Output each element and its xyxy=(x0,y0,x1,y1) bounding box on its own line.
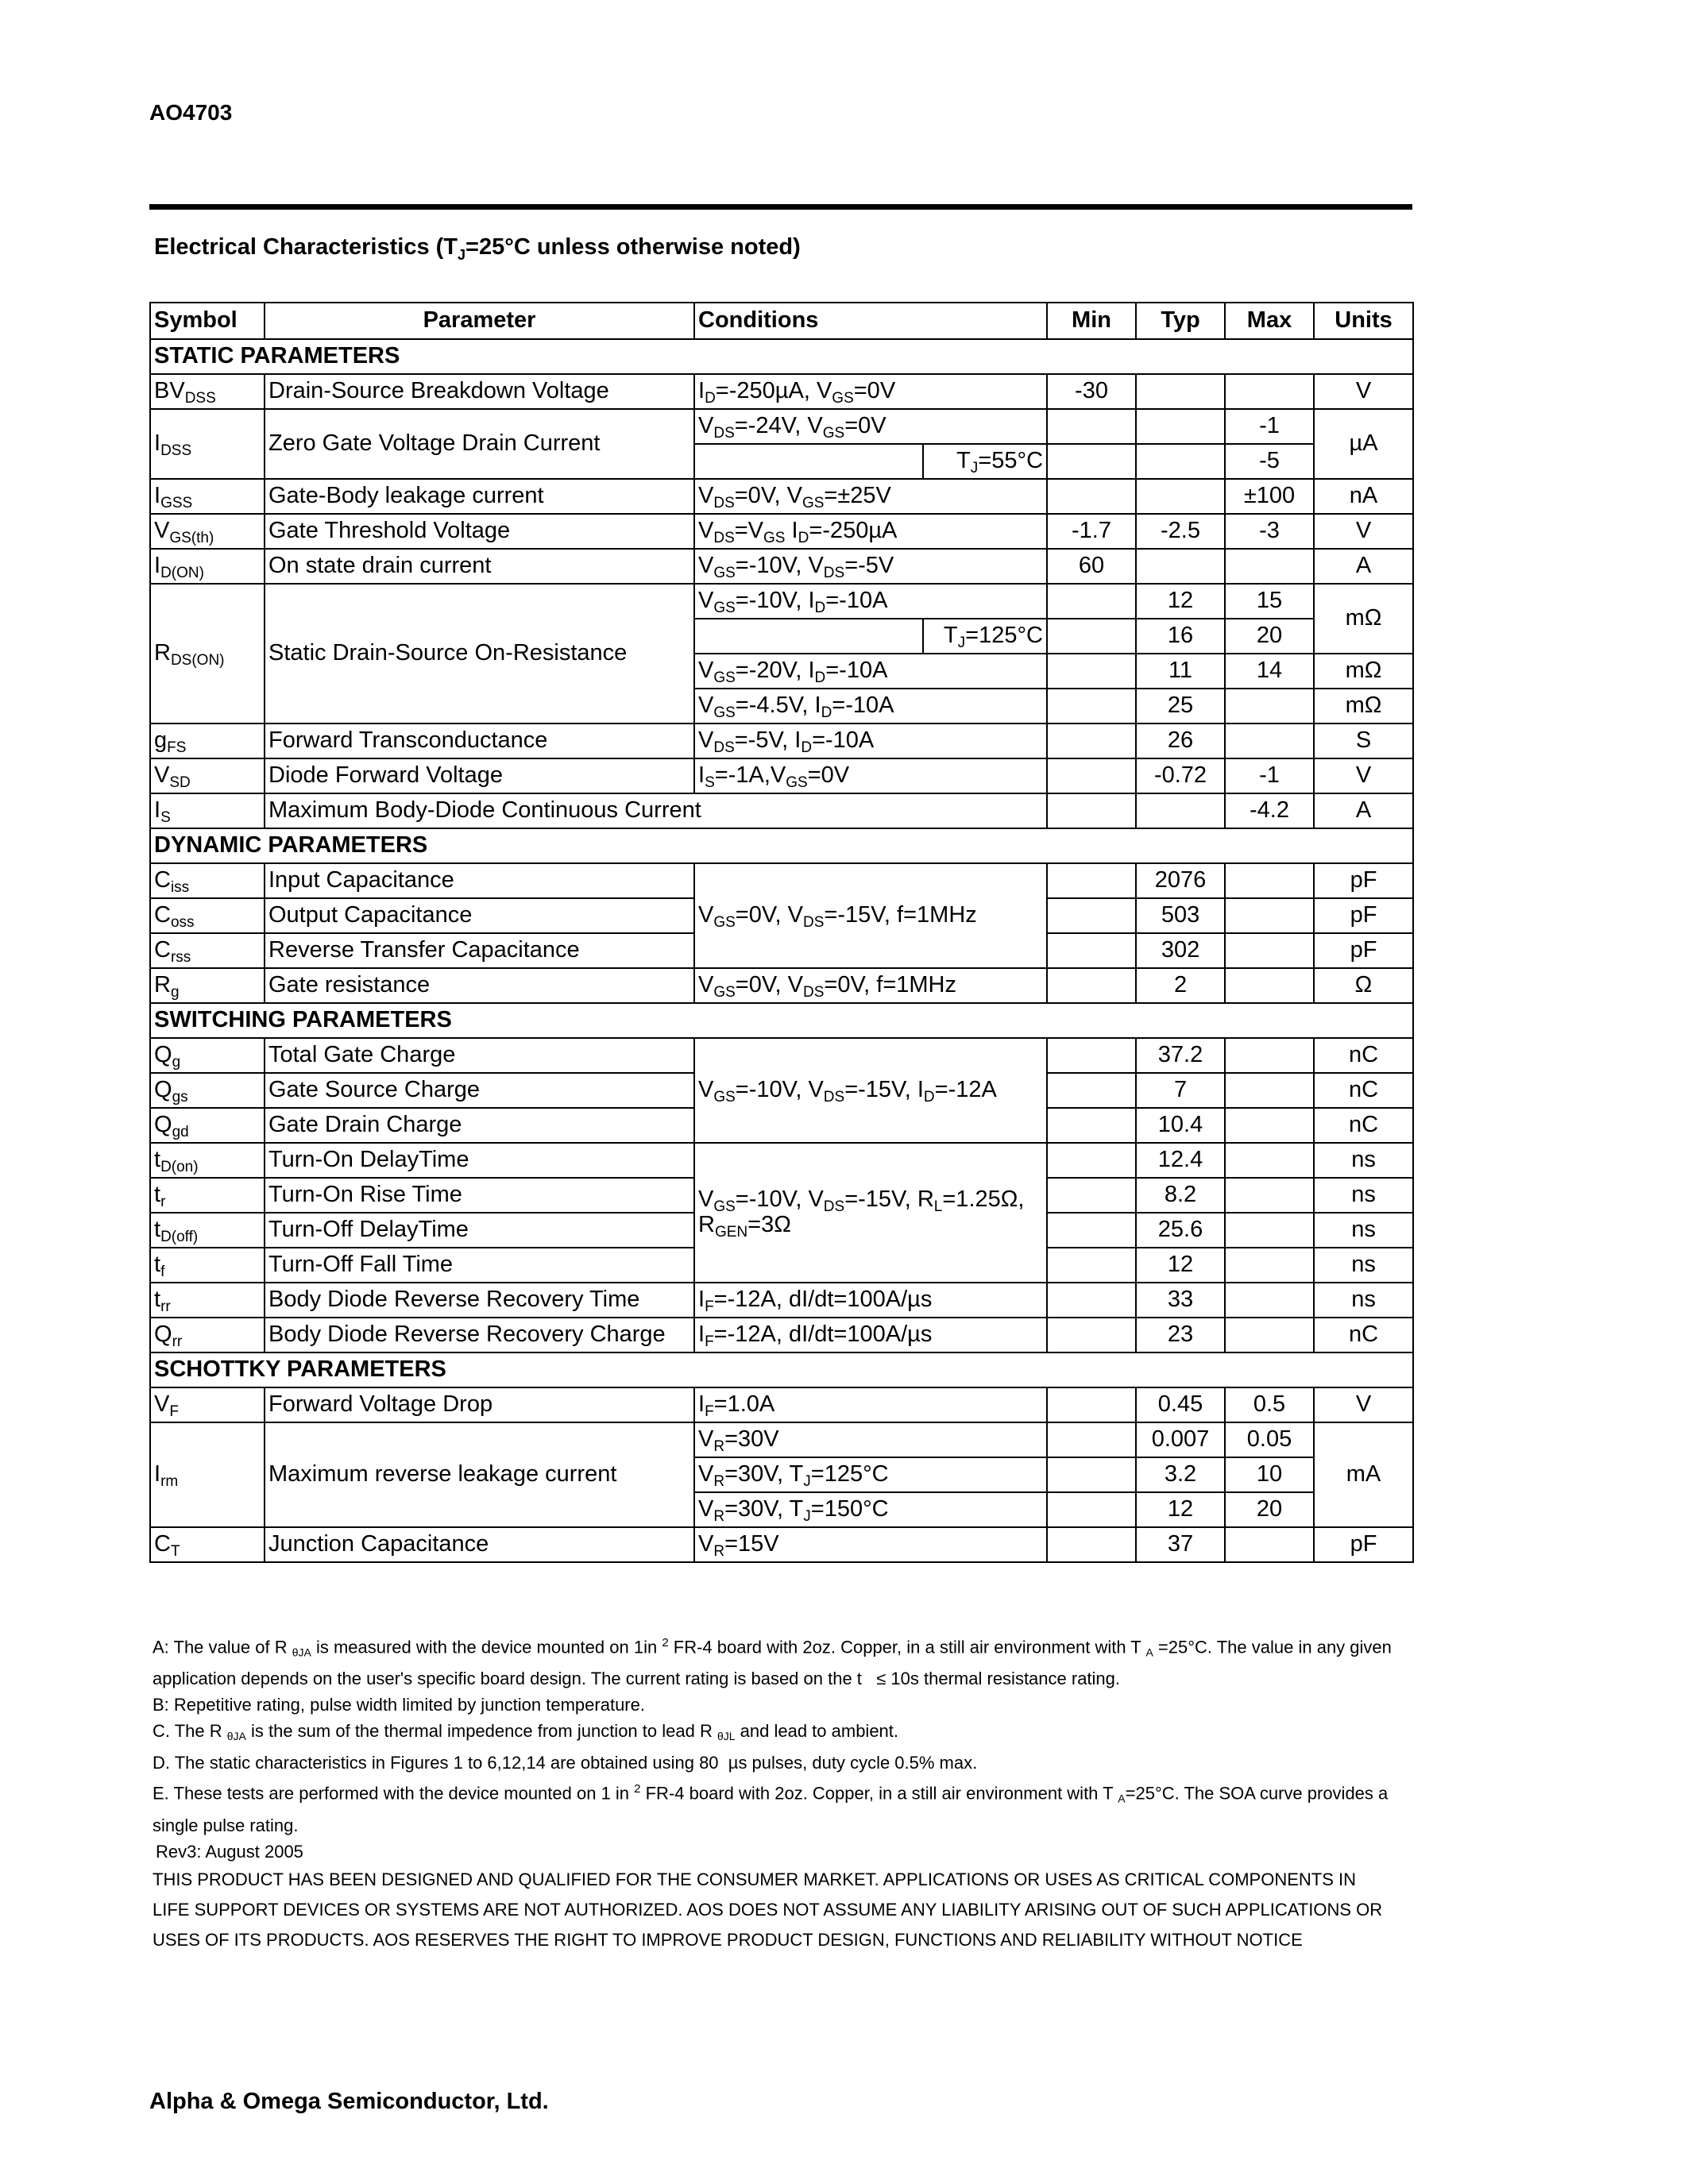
header-parameter: Parameter xyxy=(265,303,694,339)
max-cell xyxy=(1225,1283,1314,1318)
units-cell: mΩ xyxy=(1314,584,1413,654)
conditions-cell: $V_{DS}=V_{GS}$ $I_D=-250\mu A$ xyxy=(694,514,1047,549)
units-cell: nC xyxy=(1314,1108,1413,1143)
units-cell: A xyxy=(1314,549,1413,584)
max-cell xyxy=(1225,863,1314,898)
min-cell xyxy=(1047,1283,1136,1318)
max-cell: 15 xyxy=(1225,584,1314,619)
max-cell: -3 xyxy=(1225,514,1314,549)
max-cell xyxy=(1225,1038,1314,1073)
conditions-cell: $V_{DS}=-5V$, $I_D=-10A$ xyxy=(694,723,1047,758)
min-cell: 60 xyxy=(1047,549,1136,584)
units-cell: ns xyxy=(1314,1283,1413,1318)
max-cell xyxy=(1225,723,1314,758)
min-cell: -1.7 xyxy=(1047,514,1136,549)
conditions-cell: $V_{GS}=-20V$, $I_D=-10A$ xyxy=(694,654,1047,689)
conditions-cell: $I_F=1.0A$ xyxy=(694,1387,1047,1422)
parameter-cell: Turn-On DelayTime xyxy=(265,1143,694,1178)
max-cell xyxy=(1225,1527,1314,1562)
units-cell: pF xyxy=(1314,1527,1413,1562)
symbol-cell: $V_{SD}$ xyxy=(150,758,265,793)
min-cell xyxy=(1047,793,1136,828)
min-cell xyxy=(1047,863,1136,898)
units-cell: ns xyxy=(1314,1248,1413,1283)
parameter-cell: Gate-Body leakage current xyxy=(265,479,694,514)
conditions-cell: $V_{GS}=-10V$, $V_{DS}=-15V$, $I_D=-12A$ xyxy=(694,1038,1047,1143)
min-cell xyxy=(1047,479,1136,514)
typ-cell xyxy=(1136,549,1225,584)
parameter-cell: Gate Drain Charge xyxy=(265,1108,694,1143)
typ-cell: 12.4 xyxy=(1136,1143,1225,1178)
units-cell: V xyxy=(1314,758,1413,793)
section-schottky: SCHOTTKY PARAMETERS xyxy=(150,1352,1413,1387)
parameter-cell: Forward Voltage Drop xyxy=(265,1387,694,1422)
min-cell xyxy=(1047,1143,1136,1178)
min-cell xyxy=(1047,1422,1136,1457)
min-cell xyxy=(1047,933,1136,968)
typ-cell xyxy=(1136,793,1225,828)
typ-cell: 37.2 xyxy=(1136,1038,1225,1073)
revision: Rev3: August 2005 xyxy=(156,1841,303,1862)
typ-cell: 11 xyxy=(1136,654,1225,689)
header-max: Max xyxy=(1225,303,1314,339)
table-row xyxy=(150,1387,1413,1422)
max-cell: 0.05 xyxy=(1225,1422,1314,1457)
company-name: Alpha & Omega Semiconductor, Ltd. xyxy=(149,2089,549,2114)
footnotes xyxy=(153,1630,1392,1955)
max-cell: 20 xyxy=(1225,619,1314,654)
parameter-cell: Reverse Transfer Capacitance xyxy=(265,933,694,968)
parameter-cell: Turn-Off Fall Time xyxy=(265,1248,694,1283)
conditions-cell: $V_{GS}=-10V$, $V_{DS}=-5V$ xyxy=(694,549,1047,584)
min-cell xyxy=(1047,1527,1136,1562)
symbol-cell: $BV_{DSS}$ xyxy=(150,374,265,409)
conditions-cell: $V_R=30V$, $T_J=150^\circ C$ xyxy=(694,1492,1047,1527)
conditions-cell: $I_F=-12A$, dI/dt=100A/µs xyxy=(694,1283,1047,1318)
symbol-cell: $R_g$ xyxy=(150,968,265,1003)
max-cell: 10 xyxy=(1225,1457,1314,1492)
min-cell xyxy=(1047,1457,1136,1492)
typ-cell xyxy=(1136,479,1225,514)
parameter-cell: Diode Forward Voltage xyxy=(265,758,694,793)
units-cell: nA xyxy=(1314,479,1413,514)
typ-cell: 12 xyxy=(1136,1492,1225,1527)
table-row xyxy=(150,479,1413,514)
part-number: AO4703 xyxy=(149,100,233,125)
table-row xyxy=(150,968,1413,1003)
units-cell: mΩ xyxy=(1314,654,1413,689)
table-row xyxy=(150,1422,1413,1457)
units-cell: S xyxy=(1314,723,1413,758)
units-cell: V xyxy=(1314,1387,1413,1422)
symbol-cell: $t_r$ xyxy=(150,1178,265,1213)
table-row xyxy=(150,863,1413,898)
symbol-cell: $C_T$ xyxy=(150,1527,265,1562)
symbol-cell: $I_S$ xyxy=(150,793,265,828)
symbol-cell: $I_{GSS}$ xyxy=(150,479,265,514)
header-conditions: Conditions xyxy=(694,303,1047,339)
typ-cell: 26 xyxy=(1136,723,1225,758)
symbol-cell: $g_{FS}$ xyxy=(150,723,265,758)
symbol-cell: $t_{D(off)}$ xyxy=(150,1213,265,1248)
symbol-cell: $I_{DSS}$ xyxy=(150,409,265,479)
max-cell xyxy=(1225,374,1314,409)
symbol-cell: $Q_{rr}$ xyxy=(150,1318,265,1352)
symbol-cell: $Q_g$ xyxy=(150,1038,265,1073)
units-cell: A xyxy=(1314,793,1413,828)
symbol-cell: $t_{rr}$ xyxy=(150,1283,265,1318)
max-cell: -1 xyxy=(1225,758,1314,793)
table-row xyxy=(150,374,1413,409)
conditions-cell xyxy=(694,619,923,654)
min-cell xyxy=(1047,1108,1136,1143)
typ-cell: 10.4 xyxy=(1136,1108,1225,1143)
symbol-cell: $Q_{gs}$ xyxy=(150,1073,265,1108)
max-cell: 20 xyxy=(1225,1492,1314,1527)
units-cell: V xyxy=(1314,374,1413,409)
min-cell xyxy=(1047,1492,1136,1527)
parameter-cell: Gate Source Charge xyxy=(265,1073,694,1108)
max-cell xyxy=(1225,1143,1314,1178)
parameter-cell: Turn-On Rise Time xyxy=(265,1178,694,1213)
units-cell: nC xyxy=(1314,1038,1413,1073)
disclaimer: THIS PRODUCT HAS BEEN DESIGNED AND QUALIFIED FOR THE CONSUMER MARKET. APPLICATIONS OR USES AS CRITICAL COMPONENTS IN LIFE SUPPORT DEVICES OR SYSTEMS ARE NOT AUTHORIZED. AOS DOES NOT ASSUME ANY LIABILITY ARISING OUT OF SUCH APPLICATIONS OR USES OF ITS PRODUCTS. AOS RESERVES THE RIGHT TO IMPROVE PRODUCT DESIGN, FUNCTIONS AND RELIABILITY WITHOUT NOTICE xyxy=(153,1869,1383,1950)
units-cell: pF xyxy=(1314,898,1413,933)
typ-cell: 2 xyxy=(1136,968,1225,1003)
electrical-characteristics-table xyxy=(149,302,1414,1563)
min-cell xyxy=(1047,1213,1136,1248)
min-cell xyxy=(1047,1073,1136,1108)
typ-cell: 25.6 xyxy=(1136,1213,1225,1248)
table-row xyxy=(150,1038,1413,1073)
parameter-cell: Total Gate Charge xyxy=(265,1038,694,1073)
min-cell: -30 xyxy=(1047,374,1136,409)
conditions-cell: $V_R=15V$ xyxy=(694,1527,1047,1562)
typ-cell xyxy=(1136,444,1225,479)
header-symbol: Symbol xyxy=(150,303,265,339)
symbol-cell: $t_{D(on)}$ xyxy=(150,1143,265,1178)
min-cell xyxy=(1047,1248,1136,1283)
typ-cell: 0.45 xyxy=(1136,1387,1225,1422)
min-cell xyxy=(1047,409,1136,444)
max-cell xyxy=(1225,1318,1314,1352)
max-cell xyxy=(1225,933,1314,968)
header-min: Min xyxy=(1047,303,1136,339)
conditions-cell: $V_{GS}=0V$, $V_{DS}=-15V$, f=1MHz xyxy=(694,863,1047,968)
typ-cell: -2.5 xyxy=(1136,514,1225,549)
typ-cell: 503 xyxy=(1136,898,1225,933)
max-cell xyxy=(1225,1108,1314,1143)
header-rule xyxy=(149,204,1412,210)
units-cell: pF xyxy=(1314,933,1413,968)
units-cell: ns xyxy=(1314,1213,1413,1248)
header-units: Units xyxy=(1314,303,1413,339)
conditions-cell: $V_{GS}=-10V$, $V_{DS}=-15V$, $R_L=1.25\Omega$, $R_{GEN}=3\Omega$ xyxy=(694,1143,1047,1283)
symbol-cell: $C_{iss}$ xyxy=(150,863,265,898)
conditions-cell: $T_J=55^\circ C$ xyxy=(923,444,1047,479)
max-cell xyxy=(1225,1213,1314,1248)
conditions-cell: $V_{DS}=0V$, $V_{GS}=\pm 25V$ xyxy=(694,479,1047,514)
units-cell: ns xyxy=(1314,1178,1413,1213)
table-row xyxy=(150,723,1413,758)
parameter-cell: Gate resistance xyxy=(265,968,694,1003)
min-cell xyxy=(1047,1318,1136,1352)
table-row xyxy=(150,549,1413,584)
table-row xyxy=(150,1318,1413,1352)
conditions-cell xyxy=(694,444,923,479)
conditions-cell: $V_R=30V$, $T_J=125^\circ C$ xyxy=(694,1457,1047,1492)
parameter-cell: Drain-Source Breakdown Voltage xyxy=(265,374,694,409)
min-cell xyxy=(1047,898,1136,933)
symbol-cell: $Q_{gd}$ xyxy=(150,1108,265,1143)
typ-cell: 16 xyxy=(1136,619,1225,654)
table-row xyxy=(150,1143,1413,1178)
section-row xyxy=(150,1352,1413,1387)
table-row xyxy=(150,584,1413,619)
typ-cell xyxy=(1136,409,1225,444)
parameter-cell: On state drain current xyxy=(265,549,694,584)
conditions-cell: $V_{GS}=-10V$, $I_D=-10A$ xyxy=(694,584,1047,619)
typ-cell: -0.72 xyxy=(1136,758,1225,793)
conditions-cell: $I_S=-1A,V_{GS}=0V$ xyxy=(694,758,1047,793)
min-cell xyxy=(1047,1038,1136,1073)
max-cell xyxy=(1225,549,1314,584)
min-cell xyxy=(1047,689,1136,723)
header-typ: Typ xyxy=(1136,303,1225,339)
typ-cell: 0.007 xyxy=(1136,1422,1225,1457)
table-row xyxy=(150,1283,1413,1318)
table-row xyxy=(150,514,1413,549)
typ-cell: 8.2 xyxy=(1136,1178,1225,1213)
conditions-cell: $V_{DS}=-24V$, $V_{GS}=0V$ xyxy=(694,409,1047,444)
max-cell xyxy=(1225,1178,1314,1213)
symbol-cell: $V_{GS(th)}$ xyxy=(150,514,265,549)
parameter-cell: Maximum reverse leakage current xyxy=(265,1422,694,1527)
typ-cell: 37 xyxy=(1136,1527,1225,1562)
note-a: A: The value of R θJA is measured with the device mounted on 1in $^2$ FR-4 board with 2oz. Copper, in a still air environment with T A =25°C. The value in any given application depends on the user's specific board design. The current rating is based on the t ≤ 10s thermal resistance rating. xyxy=(153,1636,1392,1689)
note-e: E. These tests are performed with the device mounted on 1 in $^2$ FR-4 board with 2oz. Copper, in a still air environment with T A=25°C. The SOA curve provides a single pulse rating. xyxy=(153,1782,1389,1835)
parameter-cell: Junction Capacitance xyxy=(265,1527,694,1562)
typ-cell: 2076 xyxy=(1136,863,1225,898)
min-cell xyxy=(1047,723,1136,758)
section-dynamic: DYNAMIC PARAMETERS xyxy=(150,828,1413,863)
note-b: B: Repetitive rating, pulse width limited by junction temperature. xyxy=(153,1695,645,1715)
conditions-cell: $V_{GS}=0V$, $V_{DS}=0V$, f=1MHz xyxy=(694,968,1047,1003)
min-cell xyxy=(1047,968,1136,1003)
max-cell: 14 xyxy=(1225,654,1314,689)
table-header-row xyxy=(150,303,1413,339)
max-cell xyxy=(1225,1248,1314,1283)
parameter-cell: Maximum Body-Diode Continuous Current xyxy=(265,793,1047,828)
units-cell: nC xyxy=(1314,1073,1413,1108)
min-cell xyxy=(1047,1387,1136,1422)
symbol-cell: $R_{DS(ON)}$ xyxy=(150,584,265,723)
units-cell: mΩ xyxy=(1314,689,1413,723)
parameter-cell: Input Capacitance xyxy=(265,863,694,898)
section-title: Electrical Characteristics ($T_J=25^\circ C$ unless otherwise noted) xyxy=(154,234,801,263)
typ-cell: 7 xyxy=(1136,1073,1225,1108)
parameter-cell: Forward Transconductance xyxy=(265,723,694,758)
typ-cell: 12 xyxy=(1136,584,1225,619)
units-cell: Ω xyxy=(1314,968,1413,1003)
max-cell xyxy=(1225,1073,1314,1108)
min-cell xyxy=(1047,654,1136,689)
symbol-cell: $C_{oss}$ xyxy=(150,898,265,933)
conditions-cell: $I_D=-250\mu A$, $V_{GS}=0V$ xyxy=(694,374,1047,409)
min-cell xyxy=(1047,444,1136,479)
max-cell: -5 xyxy=(1225,444,1314,479)
units-cell: µA xyxy=(1314,409,1413,479)
typ-cell: 3.2 xyxy=(1136,1457,1225,1492)
symbol-cell: $I_{rm}$ xyxy=(150,1422,265,1527)
table-row xyxy=(150,758,1413,793)
parameter-cell: Output Capacitance xyxy=(265,898,694,933)
parameter-cell: Body Diode Reverse Recovery Charge xyxy=(265,1318,694,1352)
max-cell xyxy=(1225,898,1314,933)
conditions-cell: $V_{GS}=-4.5V$, $I_D=-10A$ xyxy=(694,689,1047,723)
note-d: D. The static characteristics in Figures 1 to 6,12,14 are obtained using 80 µs pulses, duty cycle 0.5% max. xyxy=(153,1753,978,1773)
min-cell xyxy=(1047,584,1136,619)
typ-cell: 12 xyxy=(1136,1248,1225,1283)
parameter-cell: Turn-Off DelayTime xyxy=(265,1213,694,1248)
max-cell: -4.2 xyxy=(1225,793,1314,828)
typ-cell: 302 xyxy=(1136,933,1225,968)
conditions-cell: $V_R=30V$ xyxy=(694,1422,1047,1457)
units-cell: pF xyxy=(1314,863,1413,898)
min-cell xyxy=(1047,619,1136,654)
max-cell xyxy=(1225,968,1314,1003)
symbol-cell: $I_{D(ON)}$ xyxy=(150,549,265,584)
max-cell: ±100 xyxy=(1225,479,1314,514)
typ-cell: 25 xyxy=(1136,689,1225,723)
symbol-cell: $V_F$ xyxy=(150,1387,265,1422)
table-row xyxy=(150,793,1413,828)
max-cell: 0.5 xyxy=(1225,1387,1314,1422)
units-cell: mA xyxy=(1314,1422,1413,1527)
units-cell: ns xyxy=(1314,1143,1413,1178)
max-cell: -1 xyxy=(1225,409,1314,444)
conditions-cell: $T_J=125^\circ C$ xyxy=(923,619,1047,654)
table-row xyxy=(150,1527,1413,1562)
section-row xyxy=(150,339,1413,374)
units-cell: nC xyxy=(1314,1318,1413,1352)
parameter-cell: Gate Threshold Voltage xyxy=(265,514,694,549)
note-c: C. The R θJA is the sum of the thermal impedence from junction to lead R θJL and lead to ambient. xyxy=(153,1721,899,1743)
units-cell: V xyxy=(1314,514,1413,549)
section-switching: SWITCHING PARAMETERS xyxy=(150,1003,1413,1038)
parameter-cell: Static Drain-Source On-Resistance xyxy=(265,584,694,723)
parameter-cell: Body Diode Reverse Recovery Time xyxy=(265,1283,694,1318)
section-row xyxy=(150,1003,1413,1038)
section-static: STATIC PARAMETERS xyxy=(150,339,1413,374)
section-row xyxy=(150,828,1413,863)
max-cell xyxy=(1225,689,1314,723)
typ-cell: 23 xyxy=(1136,1318,1225,1352)
typ-cell: 33 xyxy=(1136,1283,1225,1318)
parameter-cell: Zero Gate Voltage Drain Current xyxy=(265,409,694,479)
typ-cell xyxy=(1136,374,1225,409)
conditions-cell: $I_F=-12A$, dI/dt=100A/µs xyxy=(694,1318,1047,1352)
symbol-cell: $t_f$ xyxy=(150,1248,265,1283)
table-row xyxy=(150,409,1413,444)
symbol-cell: $C_{rss}$ xyxy=(150,933,265,968)
min-cell xyxy=(1047,1178,1136,1213)
min-cell xyxy=(1047,758,1136,793)
